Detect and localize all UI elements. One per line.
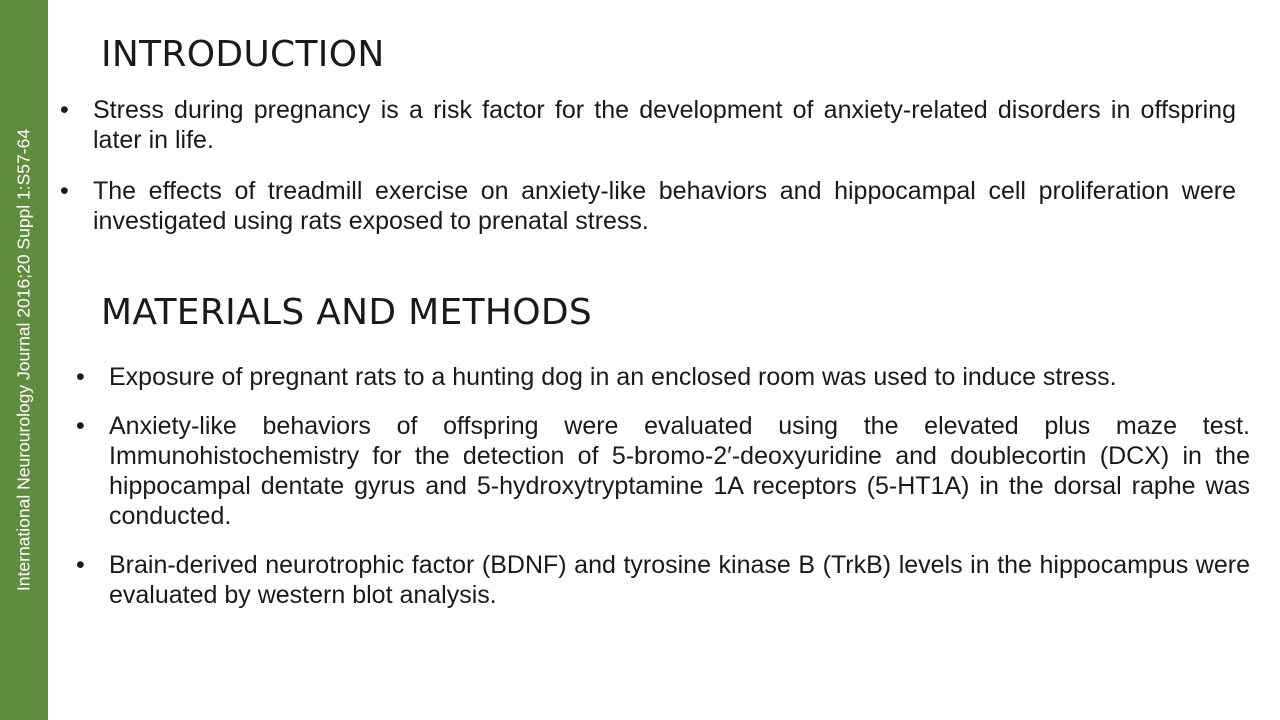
introduction-bullet: • Stress during pregnancy is a risk factor for the development of anxiety-related disorders in offspring later in life. bbox=[60, 95, 1236, 155]
citation-sidebar bbox=[0, 0, 48, 720]
methods-bullet: • Exposure of pregnant rats to a hunting dog in an enclosed room was used to induce stress. bbox=[76, 362, 1250, 392]
journal-citation: International Neurourology Journal 2016;20 Suppl 1:S57-64 bbox=[13, 128, 34, 592]
methods-bullet: • Brain-derived neurotrophic factor (BDNF) and tyrosine kinase B (TrkB) levels in the hippocampus were evaluated by western blot analysis. bbox=[76, 550, 1250, 610]
methods-heading: MATERIALS AND METHODS bbox=[101, 292, 593, 333]
introduction-bullet-list bbox=[60, 95, 1236, 236]
methods-bullet: • Anxiety-like behaviors of offspring were evaluated using the elevated plus maze test. Immunohistochemistry for the detection of 5-bromo-2′-deoxyuridine and doublecortin (DCX) in the hippocampal dentate gyrus and 5-hydroxytryptamine 1A receptors (5-HT1A) in the dorsal raphe was conducted. bbox=[76, 411, 1250, 531]
introduction-heading: INTRODUCTION bbox=[101, 34, 385, 75]
methods-bullet-list bbox=[76, 362, 1250, 610]
introduction-bullet: • The effects of treadmill exercise on anxiety-like behaviors and hippocampal cell proliferation were investigated using rats exposed to prenatal stress. bbox=[60, 176, 1236, 236]
